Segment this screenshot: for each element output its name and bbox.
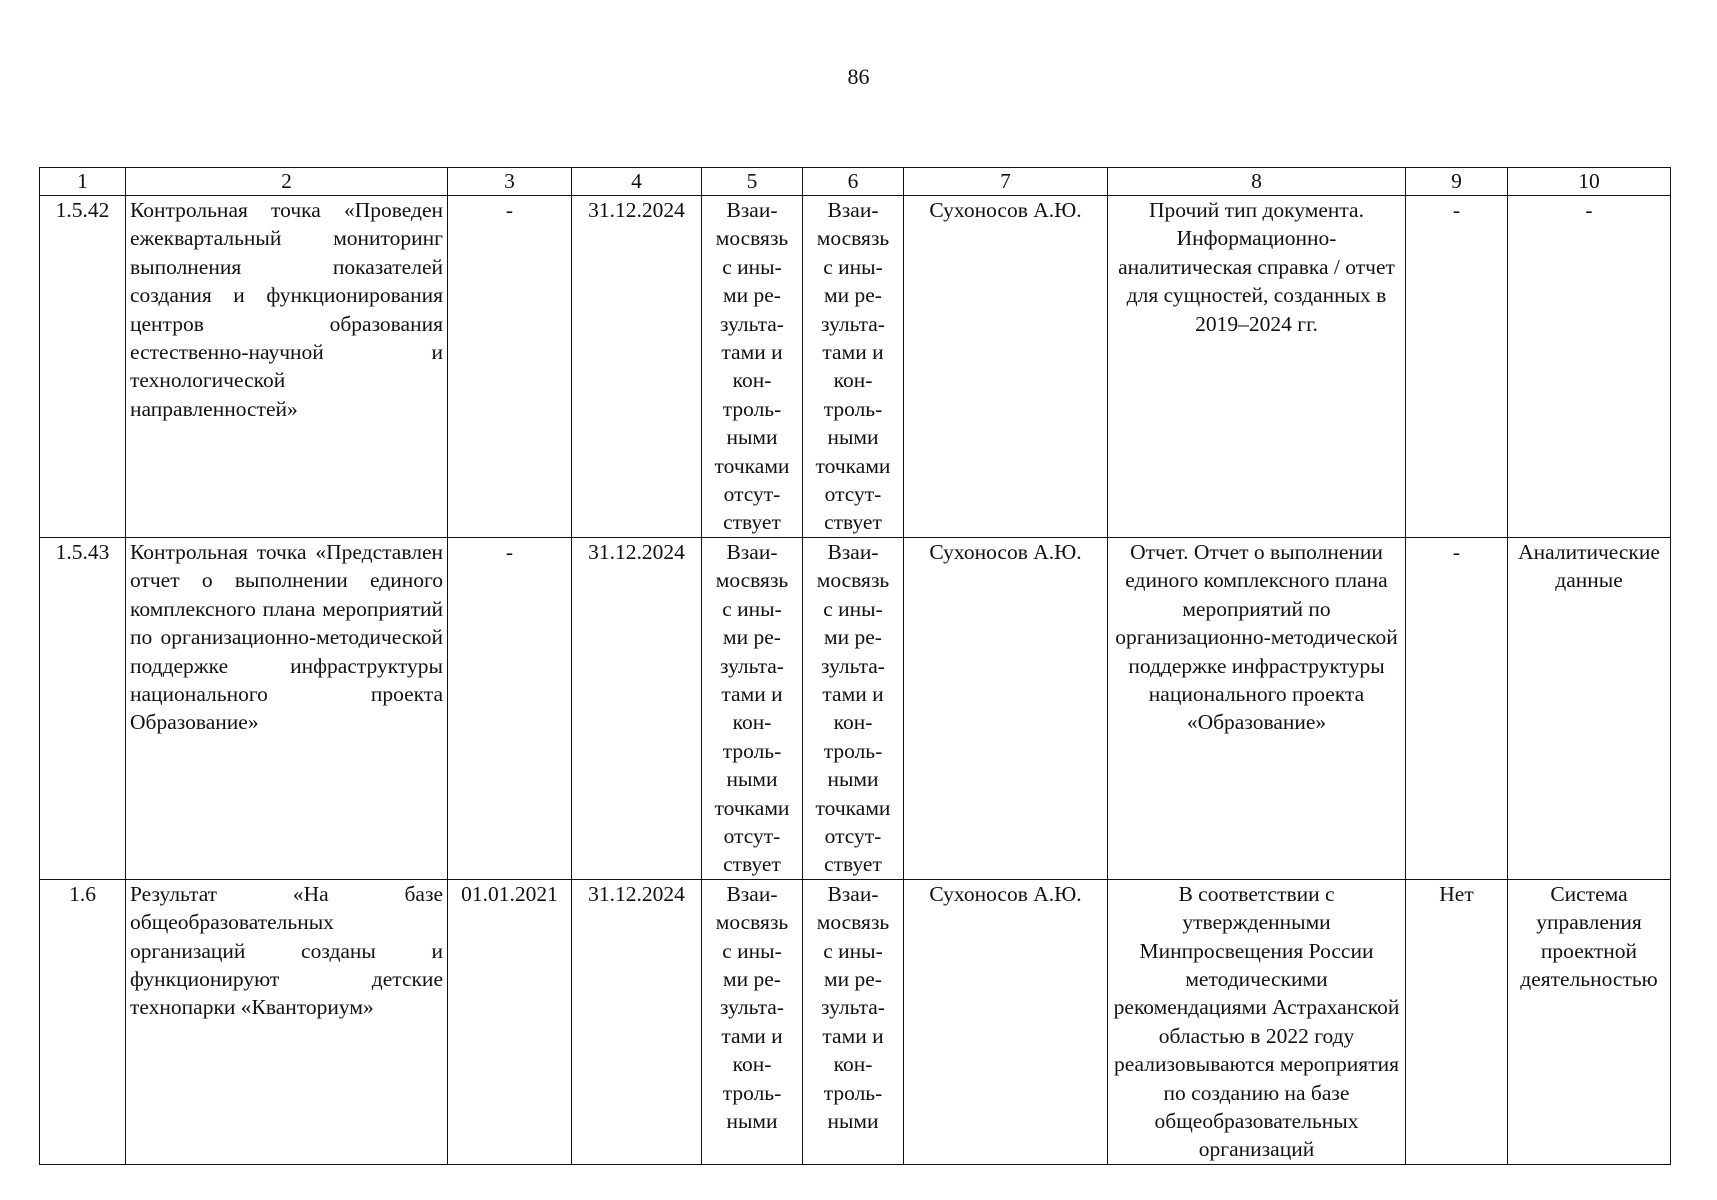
col-header-1: 1 [40, 168, 126, 196]
col-header-4: 4 [572, 168, 702, 196]
row-end-date: 31.12.2024 [572, 196, 702, 538]
row-start-date: 01.01.2021 [448, 879, 572, 1164]
table-row [40, 196, 1671, 538]
row-document-type: Прочий тип документа. Информационно-аналитическая справка / отчет для сущностей, созданных в 2019–2024 гг. [1108, 196, 1406, 538]
row-responsible: Сухоносов А.Ю. [904, 537, 1108, 879]
row-number: 1.5.43 [40, 537, 126, 879]
row-col10: Аналитические данные [1508, 537, 1671, 879]
col-header-10: 10 [1508, 168, 1671, 196]
row-number: 1.6 [40, 879, 126, 1164]
page-number: 86 [847, 64, 870, 89]
row-col10: - [1508, 196, 1671, 538]
row-start-date: - [448, 537, 572, 879]
row-name [126, 879, 448, 1164]
row-col9: Нет [1406, 879, 1508, 1164]
row-link-next: Взаи- мосвязь с ины- ми ре- зульта- тами и кон- троль- ными точками отсут- ствует [803, 537, 904, 879]
row-link-next: Взаи- мосвязь с ины- ми ре- зульта- тами и кон- троль- ными [803, 879, 904, 1164]
header-row [40, 168, 1671, 196]
table-row [40, 537, 1671, 879]
row-document-type: Отчет. Отчет о выполнении единого комплексного плана мероприятий по организационно-методической поддержке инфраструктуры национального проекта «Образование» [1108, 537, 1406, 879]
col-header-3: 3 [448, 168, 572, 196]
row-name [126, 537, 448, 879]
col-header-2: 2 [126, 168, 448, 196]
row-link-next: Взаи- мосвязь с ины- ми ре- зульта- тами и кон- троль- ными точками отсут- ствует [803, 196, 904, 538]
table-row [40, 879, 1671, 1164]
row-number: 1.5.42 [40, 196, 126, 538]
row-name-text: Результат «На базе общеобразовательных организаций созданы и функционируют детские технопарки «Кванториум» [130, 881, 443, 1020]
row-link-prev: Взаи- мосвязь с ины- ми ре- зульта- тами и кон- троль- ными точками отсут- ствует [702, 537, 803, 879]
col-header-7: 7 [904, 168, 1108, 196]
row-end-date: 31.12.2024 [572, 537, 702, 879]
col-header-8: 8 [1108, 168, 1406, 196]
row-name [126, 196, 448, 538]
row-document-type: В соответствии с утвержденными Минпросвещения России методическими рекомендациями Астраханской областью в 2022 году реализовываются мероприятия по созданию на базе общеобразовательных организаций [1108, 879, 1406, 1164]
row-responsible: Сухоносов А.Ю. [904, 879, 1108, 1164]
row-name-text: Контрольная точка «Представлен отчет о выполнении единого комплексного плана мероприятий по организационно-методической поддержке инфраструктуры национального проекта Образование» [130, 539, 443, 735]
row-start-date: - [448, 196, 572, 538]
row-col9: - [1406, 537, 1508, 879]
row-name-text: Контрольная точка «Проведен ежеквартальный мониторинг выполнения показателей создания и функционирования центров образования естественно-научной и технологической направленностей» [130, 198, 443, 421]
row-end-date: 31.12.2024 [572, 879, 702, 1164]
row-responsible: Сухоносов А.Ю. [904, 196, 1108, 538]
col-header-9: 9 [1406, 168, 1508, 196]
row-link-prev: Взаи- мосвязь с ины- ми ре- зульта- тами и кон- троль- ными [702, 879, 803, 1164]
results-table [39, 167, 1671, 1165]
row-col10: Система управления проектной деятельностью [1508, 879, 1671, 1164]
col-header-6: 6 [803, 168, 904, 196]
row-link-prev: Взаи- мосвязь с ины- ми ре- зульта- тами и кон- троль- ными точками отсут- ствует [702, 196, 803, 538]
col-header-5: 5 [702, 168, 803, 196]
row-col9: - [1406, 196, 1508, 538]
